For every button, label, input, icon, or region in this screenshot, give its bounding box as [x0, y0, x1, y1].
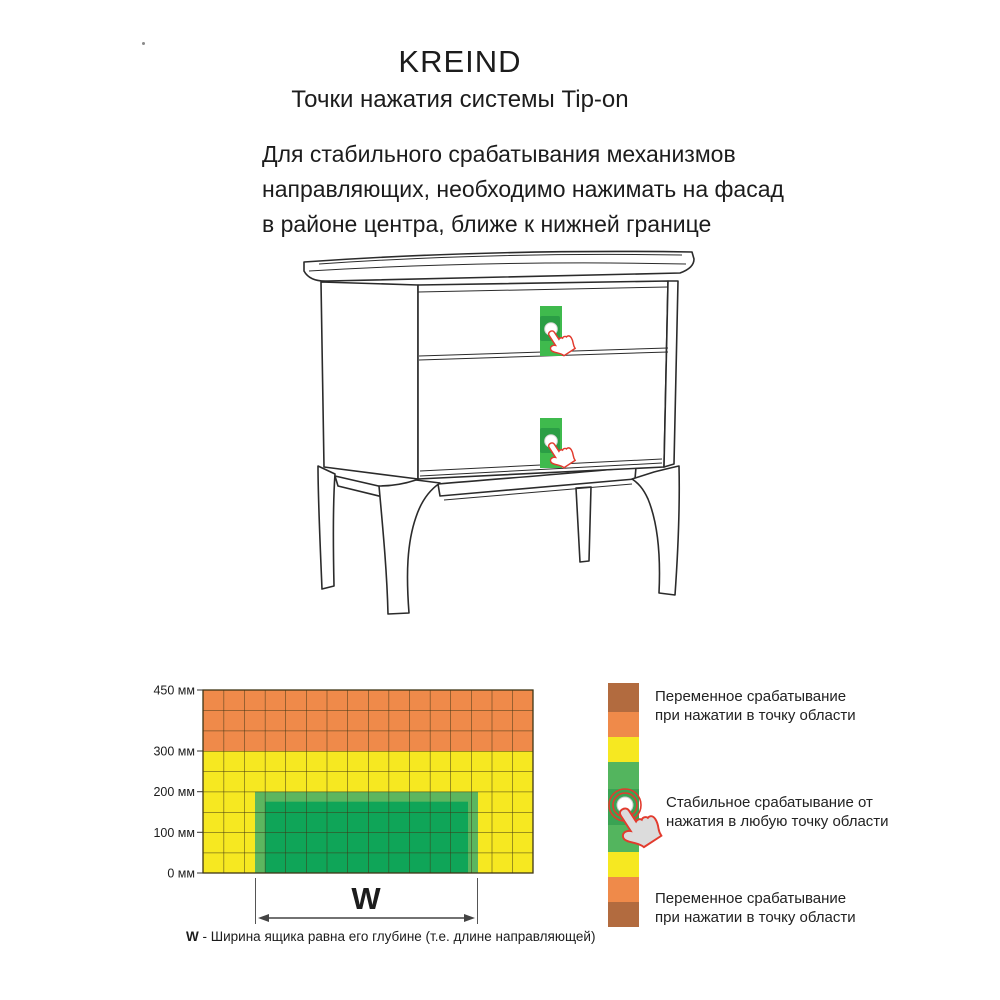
width-label: W — [351, 881, 381, 916]
tick-label: 450 мм — [153, 683, 195, 698]
tick-label: 300 мм — [153, 744, 195, 759]
cabinet-base — [318, 466, 679, 614]
legend-text: Переменное срабатывание — [655, 688, 847, 705]
page-title: KREIND — [398, 44, 522, 79]
description-line: Для стабильного срабатывания механизмов — [262, 141, 736, 167]
legend-swatch-brown — [608, 683, 639, 712]
chart-caption — [186, 929, 595, 944]
legend-text: при нажатии в точку области — [655, 909, 856, 926]
page-subtitle: Точки нажатия системы Tip-on — [291, 86, 629, 113]
description-line: в районе центра, ближе к нижней границе — [262, 211, 712, 237]
caption-text: - Ширина ящика равна его глубине (т.е. длине направляющей) — [202, 929, 596, 944]
legend-text: Переменное срабатывание — [655, 890, 847, 907]
tick-label: 200 мм — [153, 785, 195, 800]
legend-item-top — [655, 687, 856, 725]
legend-swatch-orange — [608, 712, 639, 737]
cabinet-top — [304, 251, 694, 281]
axis-labels — [153, 684, 195, 881]
press-zone-chart — [140, 672, 560, 960]
legend-tap-hand-icon — [585, 766, 685, 861]
legend-text: нажатия в любую точку области — [666, 813, 889, 830]
grid-lines — [203, 690, 533, 873]
axis-ticks — [197, 690, 203, 873]
legend-swatch-yellow — [608, 737, 639, 762]
cabinet-illustration — [288, 240, 712, 632]
caption-term: W — [186, 929, 199, 944]
description — [262, 137, 784, 242]
legend-swatch-orange — [608, 877, 639, 902]
legend-item-bottom — [655, 889, 856, 927]
description-line: направляющих, необходимо нажимать на фасад — [262, 176, 784, 202]
cabinet-body — [321, 281, 678, 479]
legend-item-middle — [666, 793, 889, 831]
legend-swatch-brown — [608, 902, 639, 927]
legend-text: при нажатии в точку области — [655, 707, 856, 724]
tick-label: 0 мм — [167, 866, 195, 881]
tick-label: 100 мм — [153, 825, 195, 840]
legend-text: Стабильное срабатывание от — [666, 794, 873, 811]
